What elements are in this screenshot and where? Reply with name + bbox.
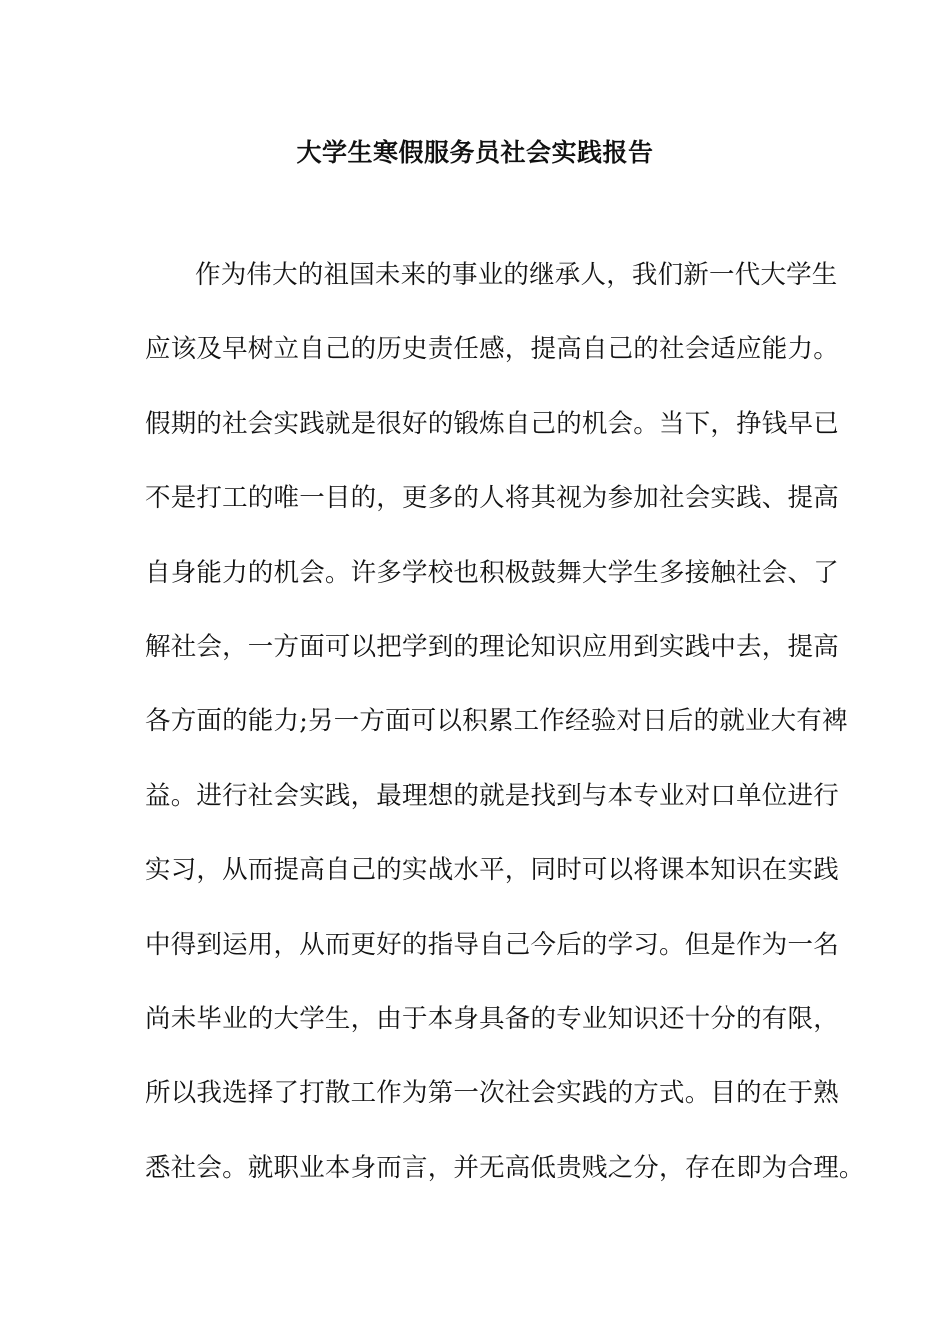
- paragraph-line: 自身能力的机会。许多学校也积极鼓舞大学生多接触社会、了: [145, 557, 839, 588]
- paragraph-line: 不是打工的唯一目的，更多的人将其视为参加社会实践、提高: [145, 483, 839, 514]
- document-title: 大学生寒假服务员社会实践报告: [296, 138, 654, 167]
- document-body: [145, 255, 865, 1222]
- paragraph-line: 尚未毕业的大学生，由于本身具备的专业知识还十分的有限，: [145, 1003, 839, 1034]
- paragraph-line: 悉社会。就职业本身而言，并无高低贵贱之分，存在即为合理。: [145, 1152, 865, 1183]
- paragraph-line: 所以我选择了打散工作为第一次社会实践的方式。目的在于熟: [145, 1078, 839, 1109]
- paragraph-line: 各方面的能力;另一方面可以积累工作经验对日后的就业大有裨: [145, 706, 848, 737]
- paragraph-line: 实习，从而提高自己的实战水平，同时可以将课本知识在实践: [145, 855, 839, 886]
- paragraph-line: 解社会，一方面可以把学到的理论知识应用到实践中去，提高: [145, 631, 839, 662]
- paragraph-line: 假期的社会实践就是很好的锻炼自己的机会。当下，挣钱早已: [145, 408, 839, 439]
- paragraph-line: 作为伟大的祖国未来的事业的继承人，我们新一代大学生: [195, 260, 838, 290]
- paragraph-line: 益。进行社会实践，最理想的就是找到与本专业对口单位进行: [145, 780, 839, 811]
- paragraph-line: 应该及早树立自己的历史责任感，提高自己的社会适应能力。: [145, 334, 839, 365]
- paragraph-line: 中得到运用，从而更好的指导自己今后的学习。但是作为一名: [145, 929, 839, 960]
